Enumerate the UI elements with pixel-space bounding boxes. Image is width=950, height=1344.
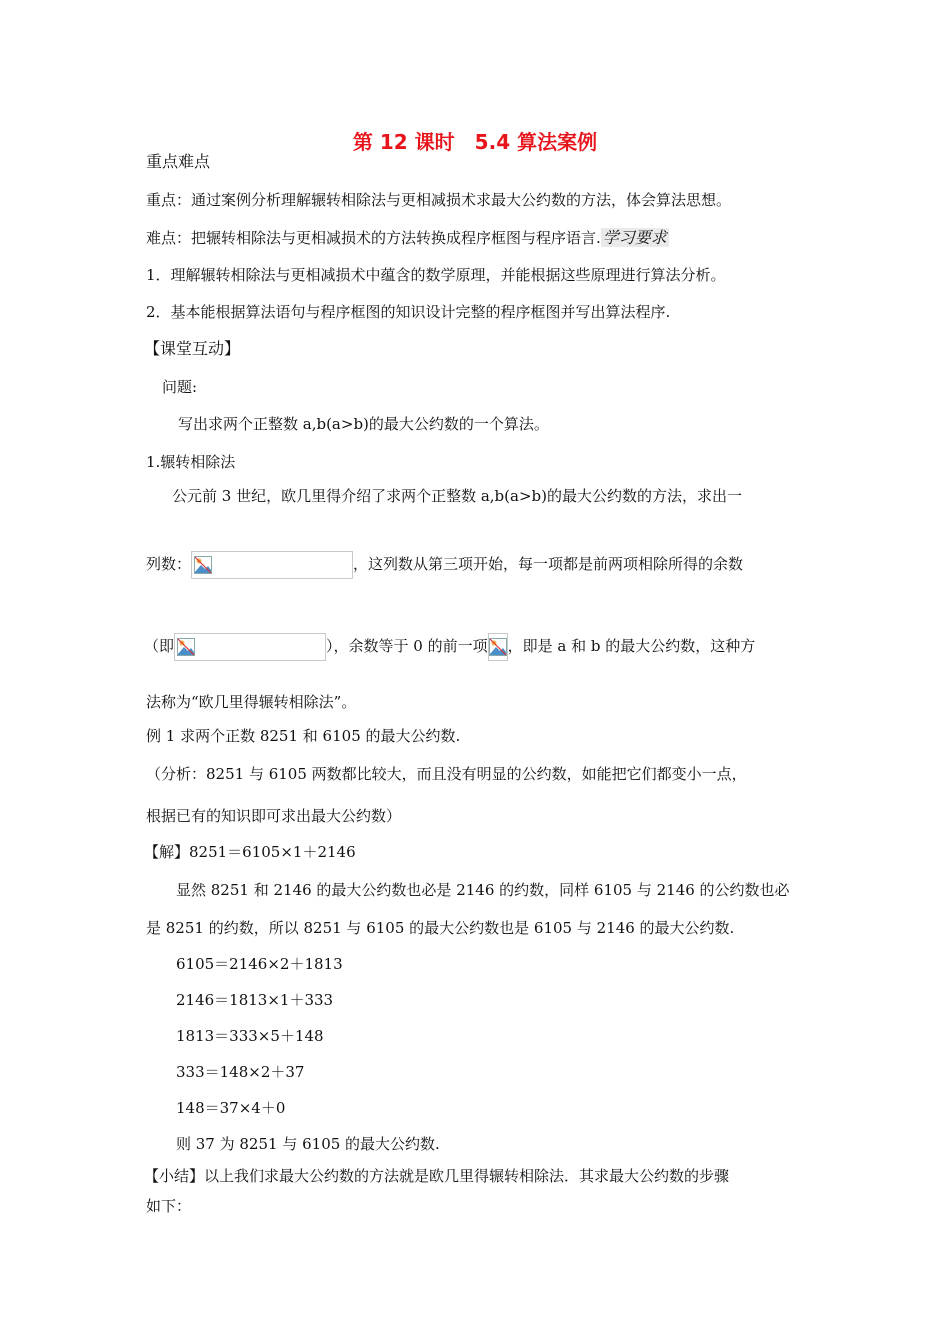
broken-image-icon (177, 638, 195, 656)
paragraph-line-3 (144, 626, 755, 666)
step-line: 1813＝333×5＋148 (176, 1027, 324, 1045)
paragraph-line-2 (146, 544, 743, 584)
summary-line-1: 【小结】以上我们求最大公约数的方法就是欧几里得辗转相除法．其求最大公约数的步骤 (144, 1167, 730, 1185)
formula-image-sequence (191, 551, 353, 579)
requirement-1: 1．理解辗转相除法与更相减损术中蕴含的数学原理，并能根据这些原理进行算法分析。 (146, 266, 726, 284)
question-label: 问题: (162, 378, 198, 396)
question-text: 写出求两个正整数 a,b(a>b)的最大公约数的一个算法。 (178, 415, 549, 433)
analysis-line-1: （分析：8251 与 6105 两数都比较大，而且没有明显的公约数，如能把它们都变小一点， (146, 765, 747, 783)
formula-image-remainders (174, 633, 326, 661)
solution-line: 【解】8251＝6105×1＋2146 (144, 843, 356, 861)
step-line: 333＝148×2＋37 (176, 1063, 305, 1081)
summary-line-2: 如下： (146, 1197, 192, 1215)
paragraph-line-3-start: （即 (144, 637, 175, 655)
difficulty-line (146, 228, 669, 248)
learning-requirements-heading: 学习要求 (602, 228, 667, 247)
paragraph-line-2-end: ，这列数从第三项开始，每一项都是前两项相除所得的余数 (353, 555, 744, 573)
paragraph-line-3-end: ，即是 a 和 b 的最大公约数，这种方 (507, 637, 756, 655)
broken-image-icon (489, 638, 507, 656)
paragraph-line-3-mid: ），余数等于 0 的前一项 (326, 637, 488, 655)
explanation-line-1: 显然 8251 和 2146 的最大公约数也必是 2146 的约数，同样 6105 与 2146 的公约数也必 (176, 881, 790, 899)
step-line: 6105＝2146×2＋1813 (176, 955, 343, 973)
explanation-line-2: 是 8251 的约数，所以 8251 与 6105 的最大公约数也是 6105 与 2146 的最大公约数. (146, 919, 735, 937)
step-line: 148＝37×4＋0 (176, 1099, 286, 1117)
key-points-heading: 重点难点 (146, 152, 211, 171)
step-line: 2146＝1813×1＋333 (176, 991, 334, 1009)
broken-image-icon (194, 556, 212, 574)
paragraph-line-4: 法称为“欧几里得辗转相除法”。 (146, 693, 357, 711)
section-euclid-heading: 1.辗转相除法 (146, 453, 236, 471)
conclusion-line: 则 37 为 8251 与 6105 的最大公约数. (176, 1135, 440, 1153)
paragraph-line-1: 公元前 3 世纪，欧几里得介绍了求两个正整数 a,b(a>b)的最大公约数的方法，求出一 (172, 487, 742, 505)
formula-image-last-term (488, 633, 508, 661)
page-title: 第 12 课时 5.4 算法案例 (352, 130, 598, 154)
example-1: 例 1 求两个正数 8251 和 6105 的最大公约数. (146, 727, 461, 745)
paragraph-line-2-start: 列数： (146, 555, 192, 573)
interaction-heading: 【课堂互动】 (144, 339, 241, 358)
requirement-2: 2．基本能根据算法语句与程序框图的知识设计完整的程序框图并写出算法程序. (146, 303, 671, 321)
difficulty-text: 难点：把辗转相除法与更相减损术的方法转换成程序框图与程序语言. (146, 229, 601, 247)
analysis-line-2: 根据已有的知识即可求出最大公约数） (146, 807, 402, 825)
key-point-text: 重点：通过案例分析理解辗转相除法与更相减损术求最大公约数的方法，体会算法思想。 (146, 191, 732, 209)
